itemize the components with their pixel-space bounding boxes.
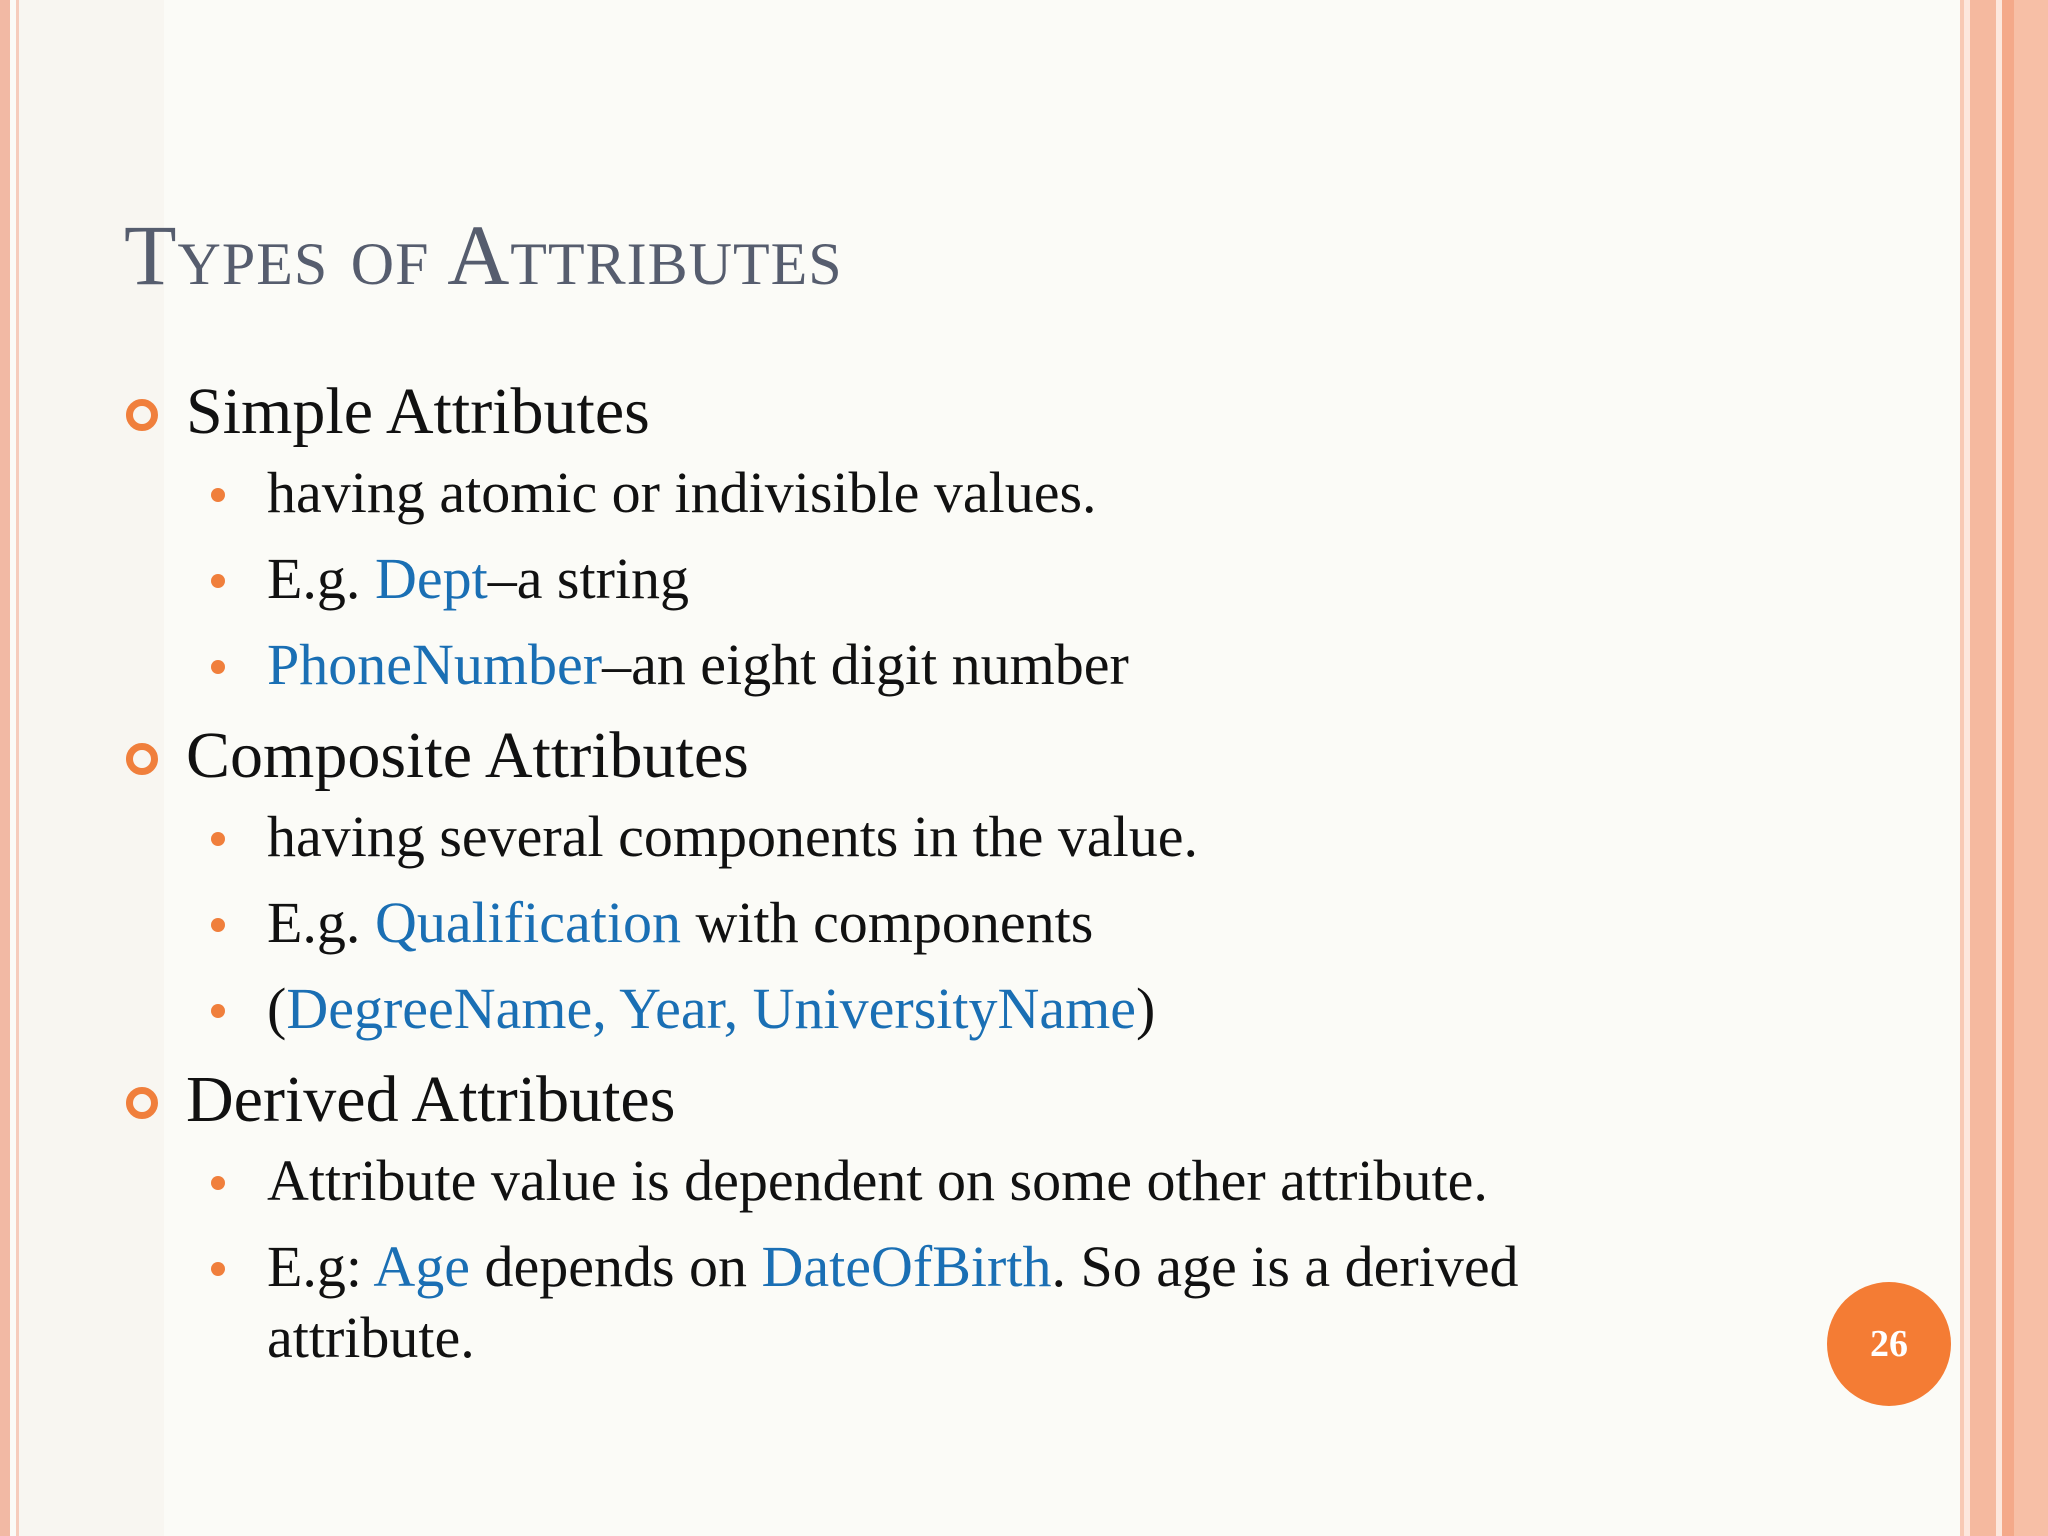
bullet-text: –a string	[487, 546, 690, 611]
bullet-text: E.g:	[267, 1234, 374, 1299]
ring-bullet-icon	[126, 1087, 158, 1119]
dot-bullet-icon	[211, 832, 225, 846]
page-number-badge: 26	[1827, 1282, 1951, 1406]
bullet-item	[124, 888, 1774, 958]
bullet-text: Attribute value is dependent on some other attribute.	[267, 1148, 1488, 1213]
section-heading	[124, 716, 1774, 796]
bullet-text: depends on	[469, 1234, 762, 1299]
bullet-text: (	[267, 976, 287, 1041]
dot-bullet-icon	[211, 574, 225, 588]
bullet-text: with components	[680, 890, 1094, 955]
highlighted-term: PhoneNumber	[267, 632, 603, 697]
bullet-text: )	[1136, 976, 1156, 1041]
section-heading	[124, 1060, 1774, 1140]
bullet-text: E.g.	[267, 546, 375, 611]
section-heading	[124, 372, 1774, 452]
right-border-stripe	[1970, 0, 1996, 1536]
dot-bullet-icon	[211, 1176, 225, 1190]
dot-bullet-icon	[211, 660, 225, 674]
bullet-text: E.g.	[267, 890, 375, 955]
bullet-item	[124, 802, 1774, 872]
bullet-text: having several components in the value.	[267, 804, 1198, 869]
section-heading-text: Derived Attributes	[186, 1063, 676, 1136]
highlighted-term: DateOfBirth	[761, 1234, 1052, 1299]
highlighted-term: DegreeName, Year, UniversityName	[286, 976, 1136, 1041]
highlighted-term: Qualification	[374, 890, 681, 955]
slide-content	[124, 372, 1774, 1390]
right-border-stripe	[2002, 0, 2014, 1536]
dot-bullet-icon	[211, 488, 225, 502]
bullet-item	[124, 1232, 1774, 1374]
bullet-item	[124, 1146, 1774, 1216]
bullet-text: having atomic or indivisible values.	[267, 460, 1097, 525]
highlighted-term: Age	[373, 1234, 470, 1299]
slide-title: Types of Attributes	[124, 207, 843, 303]
bullet-item	[124, 974, 1774, 1044]
bullet-item	[124, 544, 1774, 614]
ring-bullet-icon	[126, 743, 158, 775]
ring-bullet-icon	[126, 399, 158, 431]
highlighted-term: Dept	[374, 546, 488, 611]
bullet-item	[124, 458, 1774, 528]
dot-bullet-icon	[211, 1004, 225, 1018]
section-heading-text: Simple Attributes	[186, 375, 650, 448]
bullet-item	[124, 630, 1774, 700]
dot-bullet-icon	[211, 1262, 225, 1276]
bullet-text: . So age is a derived	[1051, 1234, 1519, 1299]
right-border-stripe	[2014, 0, 2048, 1536]
left-border-line	[0, 0, 10, 1536]
dot-bullet-icon	[211, 918, 225, 932]
section-heading-text: Composite Attributes	[186, 719, 749, 792]
bullet-text: –an eight digit number	[602, 632, 1129, 697]
bullet-text-continuation: attribute.	[267, 1305, 475, 1370]
